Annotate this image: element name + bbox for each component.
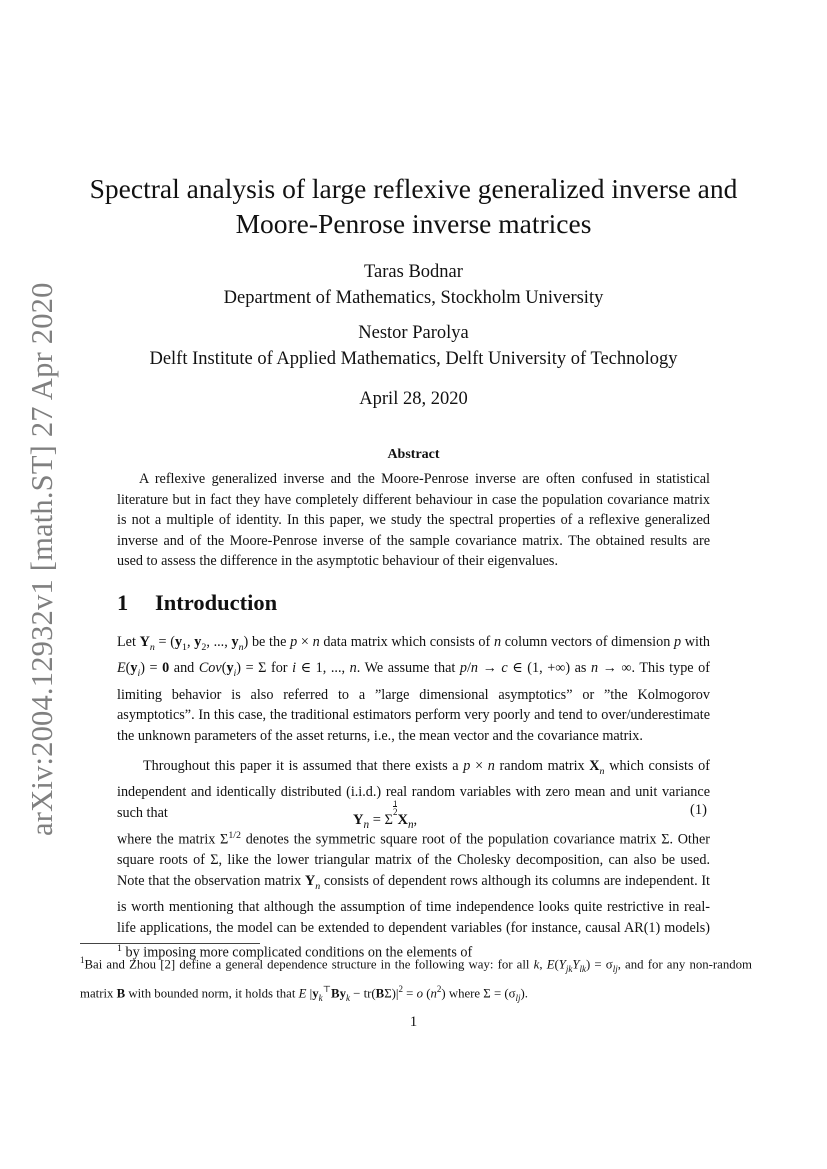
- section-number: 1: [117, 590, 129, 615]
- title-line-2: Moore-Penrose inverse matrices: [235, 208, 592, 239]
- title-line-1: Spectral analysis of large reflexive generalized inverse and: [89, 173, 738, 204]
- arxiv-identifier-stamp: arXiv:2004.12932v1 [math.ST] 27 Apr 2020: [25, 282, 59, 836]
- author-affiliation: Delft Institute of Applied Mathematics, Delft University of Technology: [149, 349, 678, 369]
- footnote-mark: 1: [80, 955, 85, 965]
- footnote-divider: [80, 943, 260, 944]
- intro-paragraph-2: Throughout this paper it is assumed that there exists a p × n random matrix $X_n$ which consists of independent and identically distributed (i.i.d.) real random variables with zero mean and unit variance such that: [117, 758, 710, 822]
- footnote-reference[interactable]: 1: [117, 942, 122, 954]
- author-block-1: [0, 259, 827, 311]
- section-heading: [117, 590, 277, 616]
- page-number: 1: [409, 1014, 418, 1030]
- author-name: Taras Bodnar: [364, 262, 463, 282]
- paper-title: [0, 171, 827, 241]
- author-affiliation: Department of Mathematics, Stockholm University: [223, 288, 604, 308]
- intro-paragraph-1: Let $Y_n = (y_1$, $y_2$, ..., $y_n$) be the p × n data matrix which consists of n column vectors of dimension p with $E(y_i) = 0$ and $Cov(y_i) = \Sigma$ for i ∈ 1, ..., n. We assume that p/n → c ∈ (1, +∞) as n → ∞. This type of limiting behavior is also referred to a ”large dimensional asymptotics” or ”the Kolmogorov asymptotics”. In this case, the traditional estimators perform very poorly and tend to over/underestimate the unknown parameters of the asset returns, i.e., the mean vector and the covariance matrix.: [117, 634, 711, 745]
- equation-1-number: (1): [690, 802, 707, 818]
- intro-paragraph-3: where the matrix $\Sigma^{1/2}$ denotes the symmetric square root of the population covariance matrix Σ. Other square roots of Σ, like the lower triangular matrix of the Cholesky decomposition, can also be used. Note that the observation matrix $Y_n$ consists of dependent rows although its columns are independent. It is worth mentioning that although the assumption of time independence looks quite restrictive in real-life applications, the model can be extended to dependent variables (for instance, causal AR(1) models) $^1$ by imposing more complicated conditions on the elements of: [117, 830, 711, 961]
- author-name: Nestor Parolya: [358, 323, 469, 343]
- footnote: $^1$Bai and Zhou [2] define a general dependence structure in the following way: for all k, $E(Y_{jk}Y_{lk}) = \sigma_{lj}$, and for any non-random matrix B with bounded norm, it holds that E $|y_k^⊤By_k - tr(B\Sigma)|^2 = o$ $(n^2)$ where $\Sigma = (\sigma_{lj})$.: [80, 955, 752, 1003]
- abstract-heading: Abstract: [387, 447, 440, 462]
- paper-date: April 28, 2020: [359, 389, 468, 409]
- abstract-text: A reflexive generalized inverse and the Moore-Penrose inverse are often confused in statistical literature but in fact they have completely different behaviour in case the population covariance matrix is not a multiple of identity. In this paper, we study the spectral properties of a reflexive generalized inverse and of the Moore-Penrose inverse of the sample covariance matrix. The obtained results are used to assess the difference in the asymptotic behaviour of their eigenvalues.: [117, 471, 710, 570]
- author-block-2: [0, 320, 827, 372]
- equation-1: $Y_n = \Sigma^{1 2}X_n$,: [353, 799, 418, 832]
- section-title: Introduction: [155, 590, 278, 615]
